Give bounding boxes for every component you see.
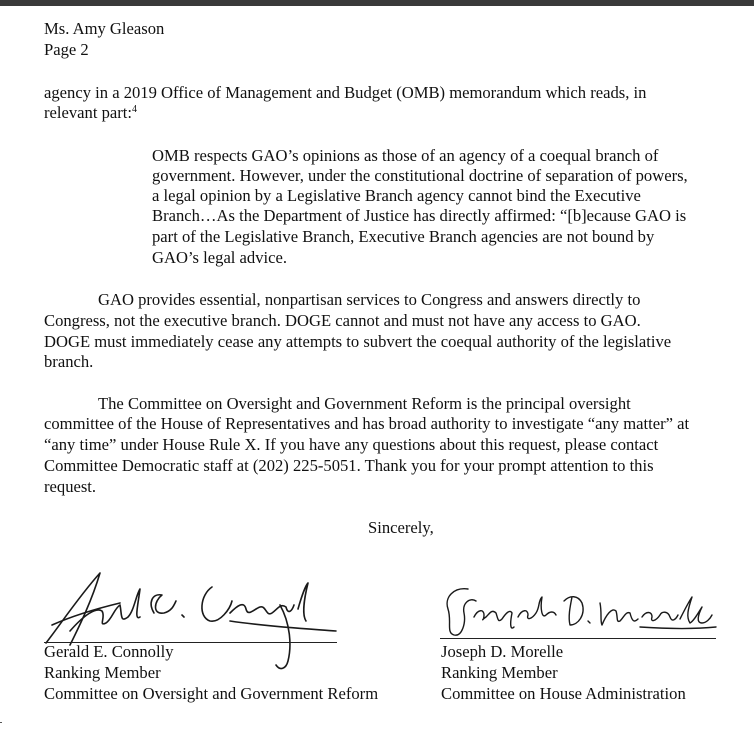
paragraph1-line2: relevant part:$^4$ [44, 103, 137, 122]
paragraph3-line: The Committee on Oversight and Government Reform is the principal oversight [98, 394, 631, 413]
signature-line [440, 638, 716, 639]
page-number: Page 2 [44, 40, 89, 59]
quote-line: OMB respects GAO’s opinions as those of an agency of a coequal branch of [152, 146, 659, 165]
paragraph2-line: branch. [44, 352, 94, 371]
margin-mark [0, 722, 2, 723]
paragraph1-line1: agency in a 2019 Office of Management and Budget (OMB) memorandum which reads, in [44, 83, 647, 102]
signatory-title: Ranking Member [44, 663, 161, 682]
signatory-committee: Committee on House Administration [441, 684, 686, 703]
paragraph2-line: Congress, not the executive branch. DOGE cannot and must not have any access to GAO. [44, 311, 641, 330]
paragraph3-line: Committee Democratic staff at (202) 225-5051. Thank you for your prompt attention to this [44, 456, 654, 475]
paragraph3-line: committee of the House of Representatives and has broad authority to investigate “any matter” at [44, 414, 690, 433]
signatory-name: Joseph D. Morelle [441, 642, 564, 661]
closing-salutation: Sincerely, [368, 518, 434, 537]
quote-line: GAO’s legal advice. [152, 248, 288, 267]
signatory-name: Gerald E. Connolly [44, 642, 174, 661]
quote-line: Branch…As the Department of Justice has directly affirmed: “[b]ecause GAO is [152, 206, 687, 225]
quote-line: a legal opinion by a Legislative Branch agency cannot bind the Executive [152, 186, 641, 205]
paragraph3-line: request. [44, 477, 97, 496]
quote-line: part of the Legislative Branch, Executive Branch agencies are not bound by [152, 227, 655, 246]
signatory-committee: Committee on Oversight and Government Reform [44, 684, 379, 703]
paragraph2-line: DOGE must immediately cease any attempts to subvert the coequal authority of the legislative [44, 332, 672, 351]
recipient-name: Ms. Amy Gleason [44, 19, 165, 38]
quote-line: government. However, under the constitutional doctrine of separation of powers, [152, 166, 688, 185]
paragraph2-line: GAO provides essential, nonpartisan services to Congress and answers directly to [98, 290, 641, 309]
window-top-edge [0, 0, 754, 6]
signatory-title: Ranking Member [441, 663, 558, 682]
morelle-signature [440, 583, 720, 643]
paragraph3-line: “any time” under House Rule X. If you have any questions about this request, please contact [44, 435, 659, 454]
footnote-marker: 4 [132, 104, 137, 115]
